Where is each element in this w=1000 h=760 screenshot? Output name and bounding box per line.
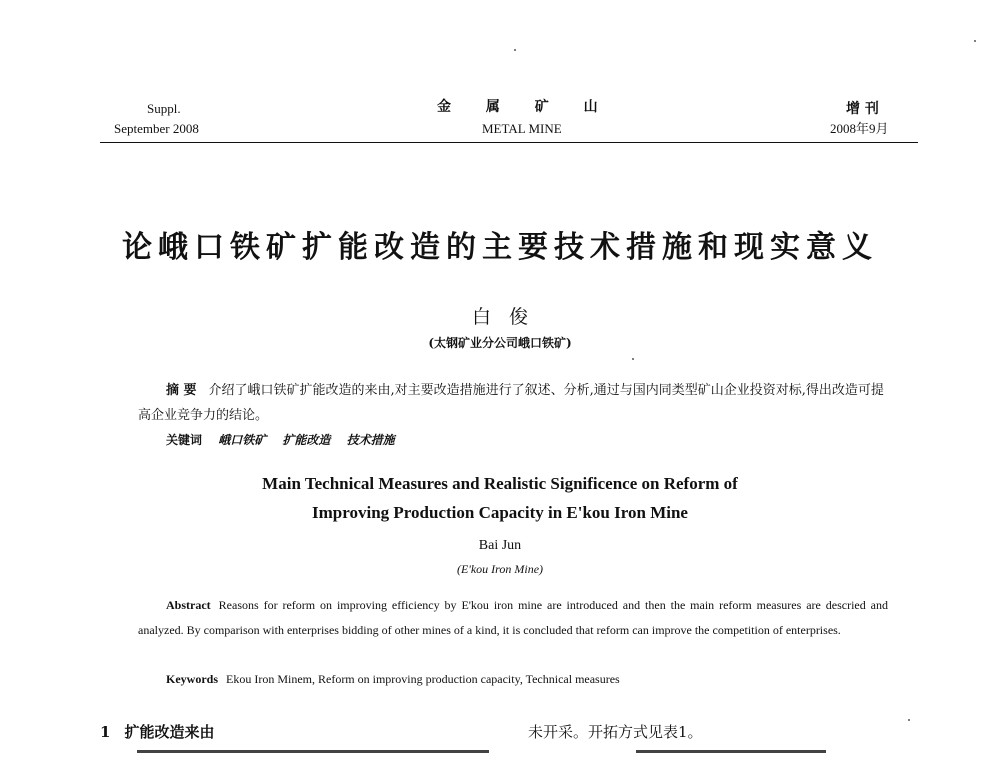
header-suppl: Suppl. — [147, 101, 181, 116]
header-suppl-cn: 增 刊 — [846, 101, 879, 117]
keyword-cn-3: 技术措施 — [346, 433, 395, 447]
header-date-cn: 2008年9月 — [830, 121, 889, 136]
paper-title-cn: 论峨口铁矿扩能改造的主要技术措施和现实意义 — [122, 230, 878, 265]
keyword-cn-1: 峨口铁矿 — [218, 433, 267, 447]
keywords-text-en: Ekou Iron Minem, Reform on improving production capacity, Technical measures — [226, 672, 620, 686]
author-name-en: Bai Jun — [478, 538, 522, 553]
clipped-text-line-left — [137, 750, 489, 753]
author-affiliation-en: (E'kou Iron Mine) — [456, 562, 544, 576]
column2-paragraph: 未开采。开拓方式见表1。 — [528, 723, 703, 741]
scan-speck — [632, 358, 634, 360]
header-journal-cn: 金 属 矿 山 — [437, 99, 598, 115]
header-journal-en: METAL MINE — [482, 121, 562, 136]
keywords-en — [166, 672, 620, 687]
paper-title-en-line2: Improving Production Capacity in E'kou Iron Mine — [312, 503, 688, 522]
clipped-text-line-right — [636, 750, 826, 753]
section-heading-1 — [100, 721, 214, 742]
abstract-label-cn: 摘 要 — [166, 383, 197, 398]
author-name-cn: 白俊 — [471, 306, 546, 328]
keywords-label-cn: 关键词 — [166, 433, 203, 447]
abstract-en — [138, 593, 888, 643]
scan-speck — [974, 40, 976, 42]
keywords-cn — [166, 431, 407, 448]
paper-title-en-line1: Main Technical Measures and Realistic Significence on Reform of — [262, 474, 738, 493]
section-number: 1 — [100, 723, 111, 741]
author-affiliation-cn: (太钢矿业分公司峨口铁矿) — [428, 336, 572, 350]
keyword-cn-2: 扩能改造 — [282, 433, 331, 447]
keywords-label-en: Keywords — [166, 672, 218, 686]
abstract-text-en: Reasons for reform on improving efficiency by E'kou iron mine are introduced and then the main reform measures are descried and analyzed. By comparison with enterprises bidding of other mines of a kind, it is concluded that reform can improve the competition of enterprises. — [138, 598, 888, 637]
section-title: 扩能改造来由 — [124, 723, 215, 741]
header-date-en: September 2008 — [114, 121, 199, 136]
abstract-cn — [138, 378, 888, 428]
scan-speck — [514, 49, 516, 51]
abstract-label-en: Abstract — [166, 598, 211, 612]
paper-title-en — [0, 469, 1000, 527]
abstract-text-cn: 介绍了峨口铁矿扩能改造的来由,对主要改造措施进行了叙述、分析,通过与国内同类型矿山企业投资对标,得出改造可提高企业竞争力的结论。 — [138, 383, 884, 423]
scan-speck — [908, 719, 910, 721]
header-rule — [100, 142, 918, 143]
